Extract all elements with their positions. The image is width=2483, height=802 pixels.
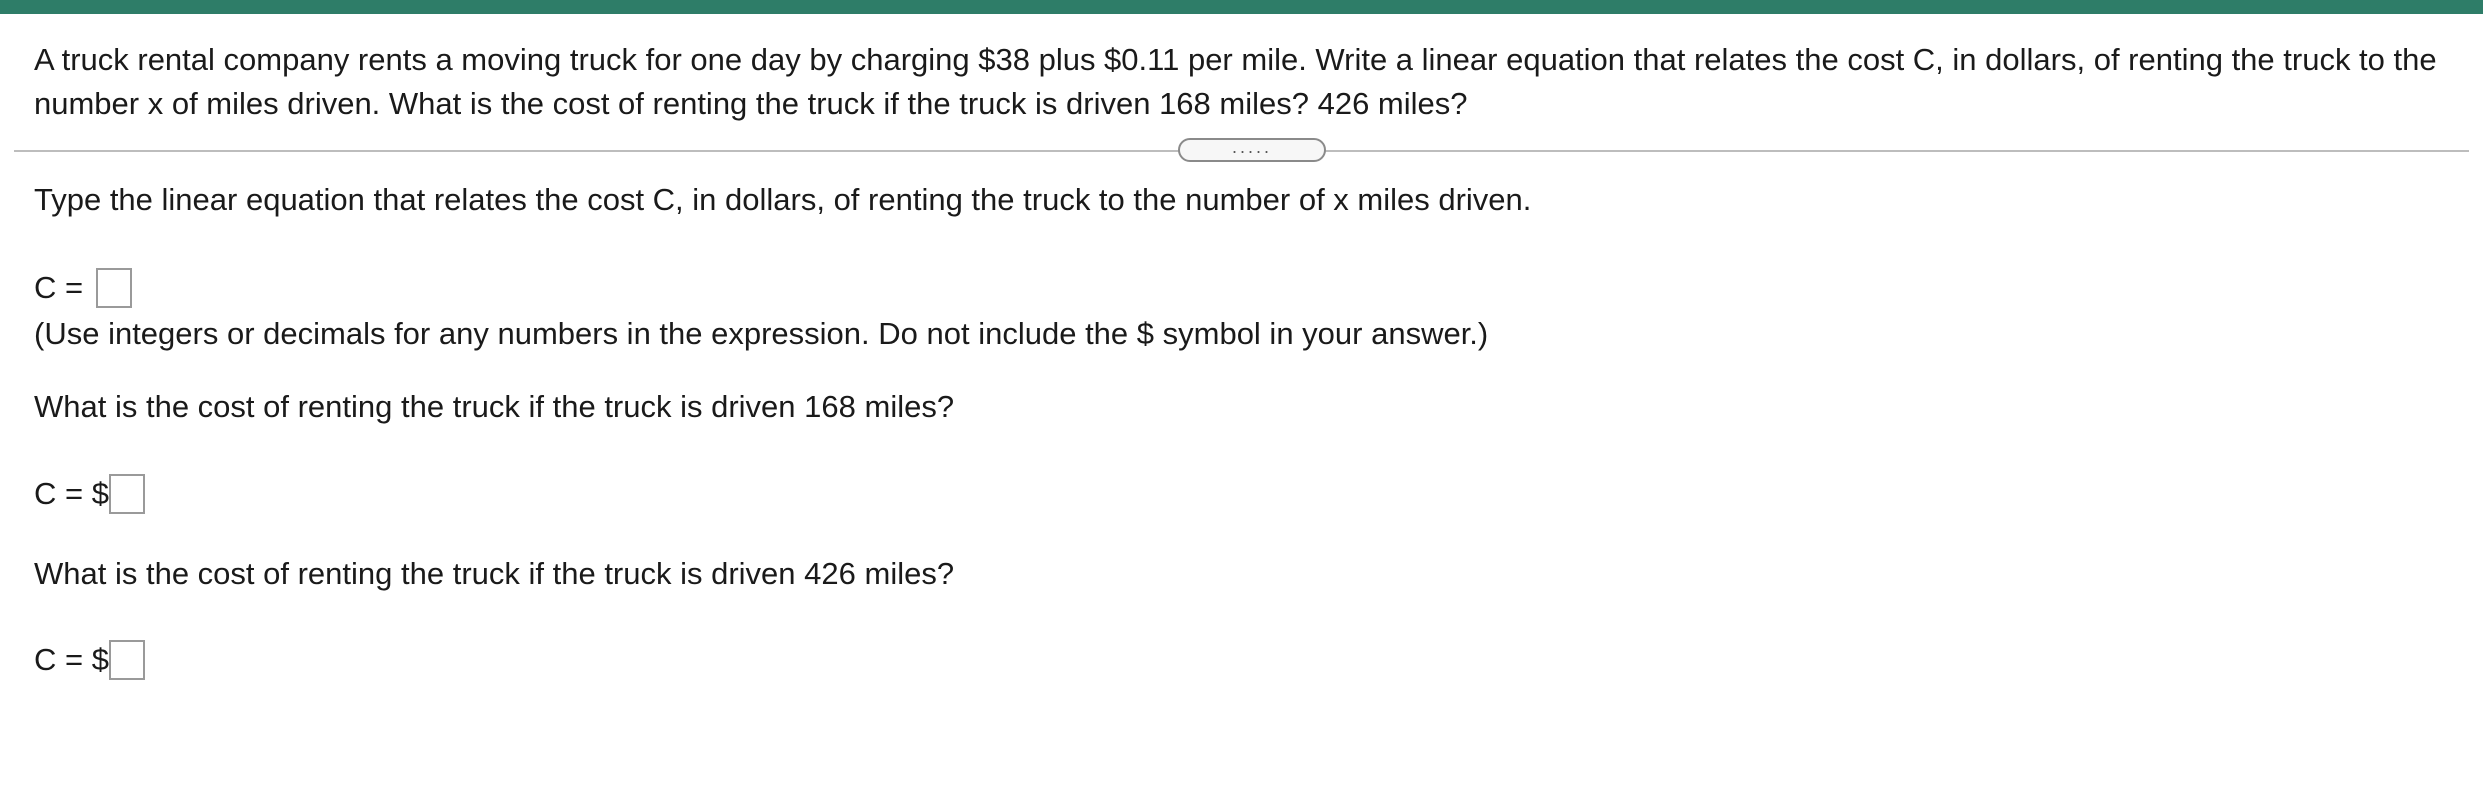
part2-answer-label: C = $ <box>34 476 109 511</box>
cost-168-answer-input[interactable] <box>109 474 145 514</box>
part1-answer-row <box>34 268 132 308</box>
header-accent-bar <box>0 0 2483 14</box>
part2-prompt: What is the cost of renting the truck if the truck is driven 168 miles? <box>34 389 955 424</box>
cost-426-answer-input[interactable] <box>109 640 145 680</box>
expand-button[interactable] <box>1178 138 1326 162</box>
part2-answer-row <box>34 474 145 514</box>
expand-button-label: ..... <box>1231 137 1272 157</box>
equation-answer-input[interactable] <box>96 268 132 308</box>
part3-answer-row <box>34 640 145 680</box>
part1-prompt: Type the linear equation that relates the cost C, in dollars, of renting the truck to the number of x miles driven. <box>34 182 1532 217</box>
part3-prompt: What is the cost of renting the truck if the truck is driven 426 miles? <box>34 556 955 591</box>
part3-answer-label: C = $ <box>34 642 109 677</box>
part1-answer-label: C = <box>34 270 92 305</box>
part1-instruction: (Use integers or decimals for any numbers in the expression. Do not include the $ symbol in your answer.) <box>34 316 1489 351</box>
problem-statement: A truck rental company rents a moving truck for one day by charging $38 plus $0.11 per mile. Write a linear equation that relates the cost C, in dollars, of renting the truck to the number x of miles driven. What is the cost of renting the truck if the truck is driven 168 miles? 426 miles? <box>34 42 2437 121</box>
